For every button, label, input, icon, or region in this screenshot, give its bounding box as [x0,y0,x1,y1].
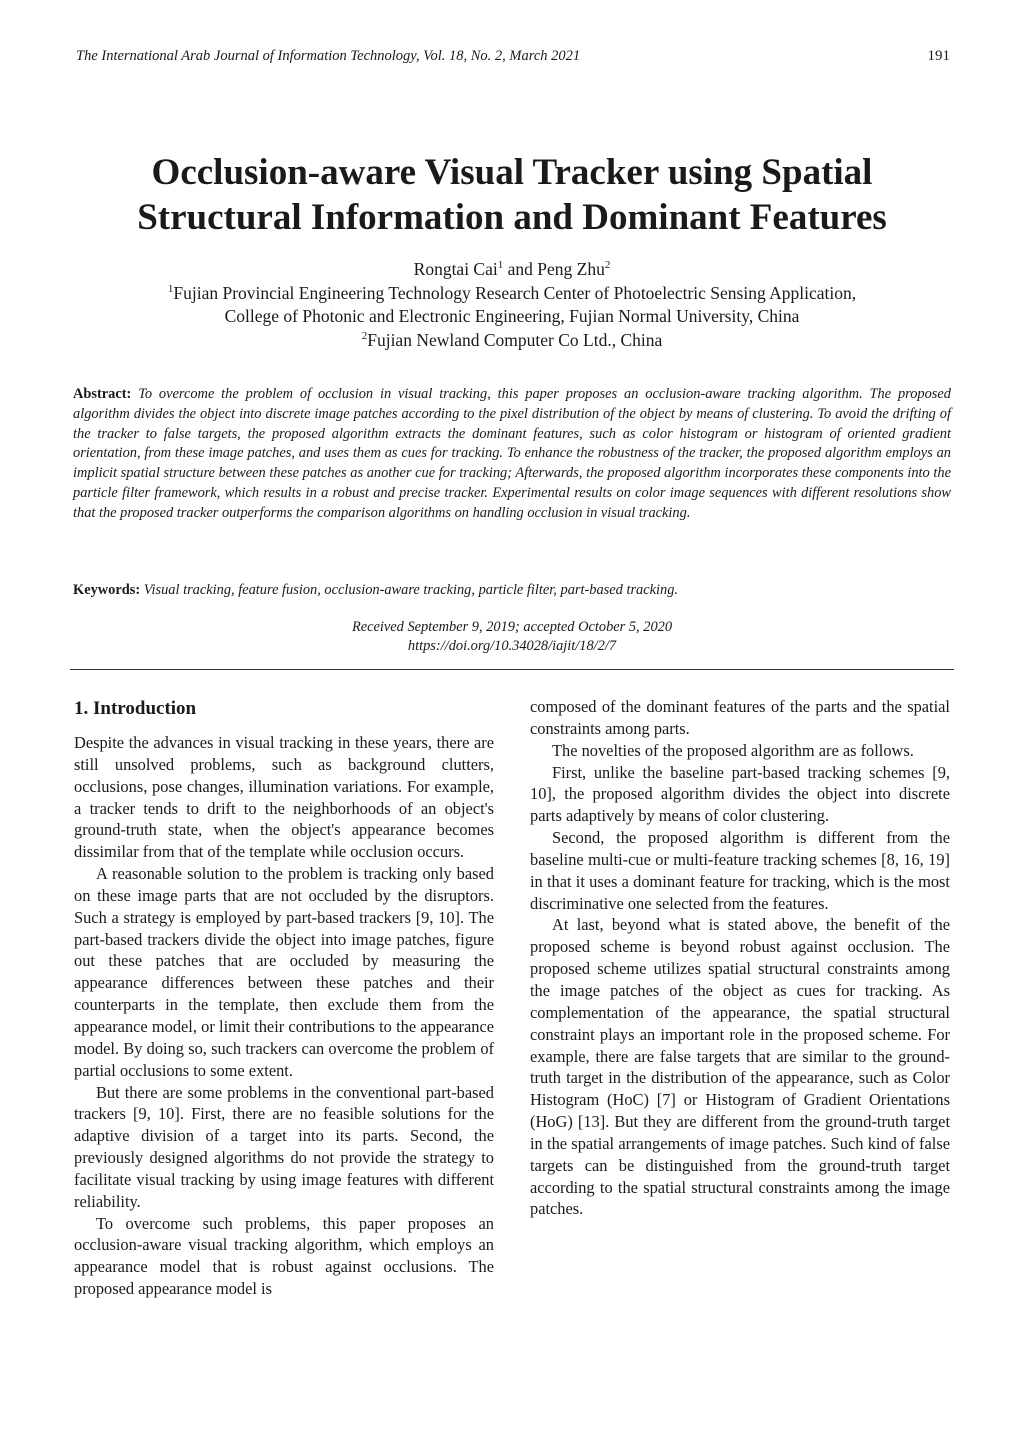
right-column [530,696,950,1220]
affiliation-1 [60,282,964,306]
journal-citation: The International Arab Journal of Information Technology, Vol. 18, No. 2, March 2021 [76,48,581,64]
title-line-1: Occlusion-aware Visual Tracker using Spatial [151,152,873,193]
paragraph: First, unlike the baseline part-based tracking schemes [9, 10], the proposed algorithm divides the object into discrete parts adaptively by means of color clustering. [530,762,950,826]
received-info [73,618,951,656]
abstract-label: Abstract: [73,386,132,402]
paragraph: The novelties of the proposed algorithm are as follows. [552,740,914,760]
section-heading-introduction: 1. Introduction [74,698,197,719]
paragraph: composed of the dominant features of the parts and the spatial constraints among parts. [530,697,950,738]
paragraph: At last, beyond what is stated above, the benefit of the proposed scheme is beyond robust against occlusion. The proposed scheme utilizes spatial structural constraints among the image patches of the object as cues for tracking. As complementation of the appearance, the spatial structural constraint plays an important role in the proposed scheme. For example, there are false targets that are similar to the ground-truth target in the distribution of the appearance, such as Color Histogram (HoC) [7] or Histogram of Gradient Orientations (HoG) [13]. But they are different from the ground-truth target in the spatial arrangements of image patches. Such kind of false targets can be distinguished from the ground-truth target according to the spatial structural constraints among the image patches. [530,915,950,1219]
keywords [73,580,951,600]
section-divider [70,669,954,670]
paragraph: Despite the advances in visual tracking in these years, there are still unsolved problems, such as background clutters, occlusions, pose changes, illumination variations. For example, a tracker tends to drift to the neighborhoods of an object's ground-truth state, when the object's appearance becomes dissimilar from that of the template while occlusion occurs. [74,733,494,862]
author-connector: and [503,259,538,279]
paragraph: To overcome such problems, this paper proposes an occlusion-aware visual tracking algorithm, which employs an appearance model that is robust against occlusions. The proposed appearance model is [74,1213,494,1299]
running-header [76,48,950,70]
keywords-text: Visual tracking, feature fusion, occlusion-aware tracking, particle filter, part-based tracking. [143,582,679,598]
page-number: 191 [927,48,950,64]
affiliation-1-line-1: Fujian Provincial Engineering Technology Research Center of Photoelectric Sensing Application, [173,282,857,303]
keywords-label: Keywords: [73,582,141,598]
title-line-2: Structural Information and Dominant Features [137,197,887,238]
author-1: Rongtai Cai [413,259,498,279]
author-1-affiliation-mark: 1 [497,259,504,271]
doi-link[interactable]: https://doi.org/10.34028/iajit/18/2/7 [407,638,617,654]
author-names [60,258,964,282]
affiliation-2 [60,329,964,353]
paragraph: Second, the proposed algorithm is different from the baseline multi-cue or multi-feature tracking schemes [8, 16, 19] in that it uses a dominant feature for tracking, which is the most discriminative one selected from the features. [530,828,950,913]
abstract-text: To overcome the problem of occlusion in visual tracking, this paper proposes an occlusion-aware tracking algorithm. The proposed algorithm divides the object into discrete image patches according to the pixel distribution of the object by means of clustering. To avoid the drifting of the tracker to false targets, the proposed algorithm extracts the dominant features, such as color histogram or histogram of oriented gradient orientation, from these image patches, and uses them as cues for tracking. To enhance the robustness of the tracker, the proposed algorithm employs an implicit spatial structure between these patches as another cue for tracking; Afterwards, the proposed algorithm incorporates these components into the particle filter framework, which results in a robust and precise tracker. Experimental results on color image sequences with different resolutions show that the proposed tracker outperforms the comparison algorithms on handling occlusion in visual tracking. [73,386,951,521]
affiliation-1-line-2: College of Photonic and Electronic Engineering, Fujian Normal University, China [224,306,800,326]
affiliation-2-text: Fujian Newland Computer Co Ltd., China [367,329,663,350]
author-block [60,258,964,352]
left-column [74,696,494,1300]
abstract [73,385,951,524]
author-2: Peng Zhu [537,259,605,279]
affiliation-1-mark: 1 [167,282,174,295]
paper-title [60,150,964,240]
paragraph: A reasonable solution to the problem is tracking only based on these image parts that are not occluded by the disruptors. Such a strategy is employed by part-based trackers [9, 10]. The part-based trackers divide the object into image patches, figure out these patches that are occluded by measuring the appearance differences between these patches and their counterparts in the template, then exclude them from the appearance model, or limit their contributions to the appearance model. By doing so, such trackers can overcome the problem of partial occlusions to some extent. [74,864,494,1080]
received-dates: Received September 9, 2019; accepted October 5, 2020 [351,619,673,635]
paragraph: But there are some problems in the conventional part-based trackers [9, 10]. First, there are no feasible solutions for the adaptive division of a target into its parts. Second, the previously designed algorithms do not provide the strategy to facilitate visual tracking by using image features with different reliability. [74,1082,494,1211]
affiliation-2-mark: 2 [361,329,368,342]
author-2-affiliation-mark: 2 [604,259,611,271]
